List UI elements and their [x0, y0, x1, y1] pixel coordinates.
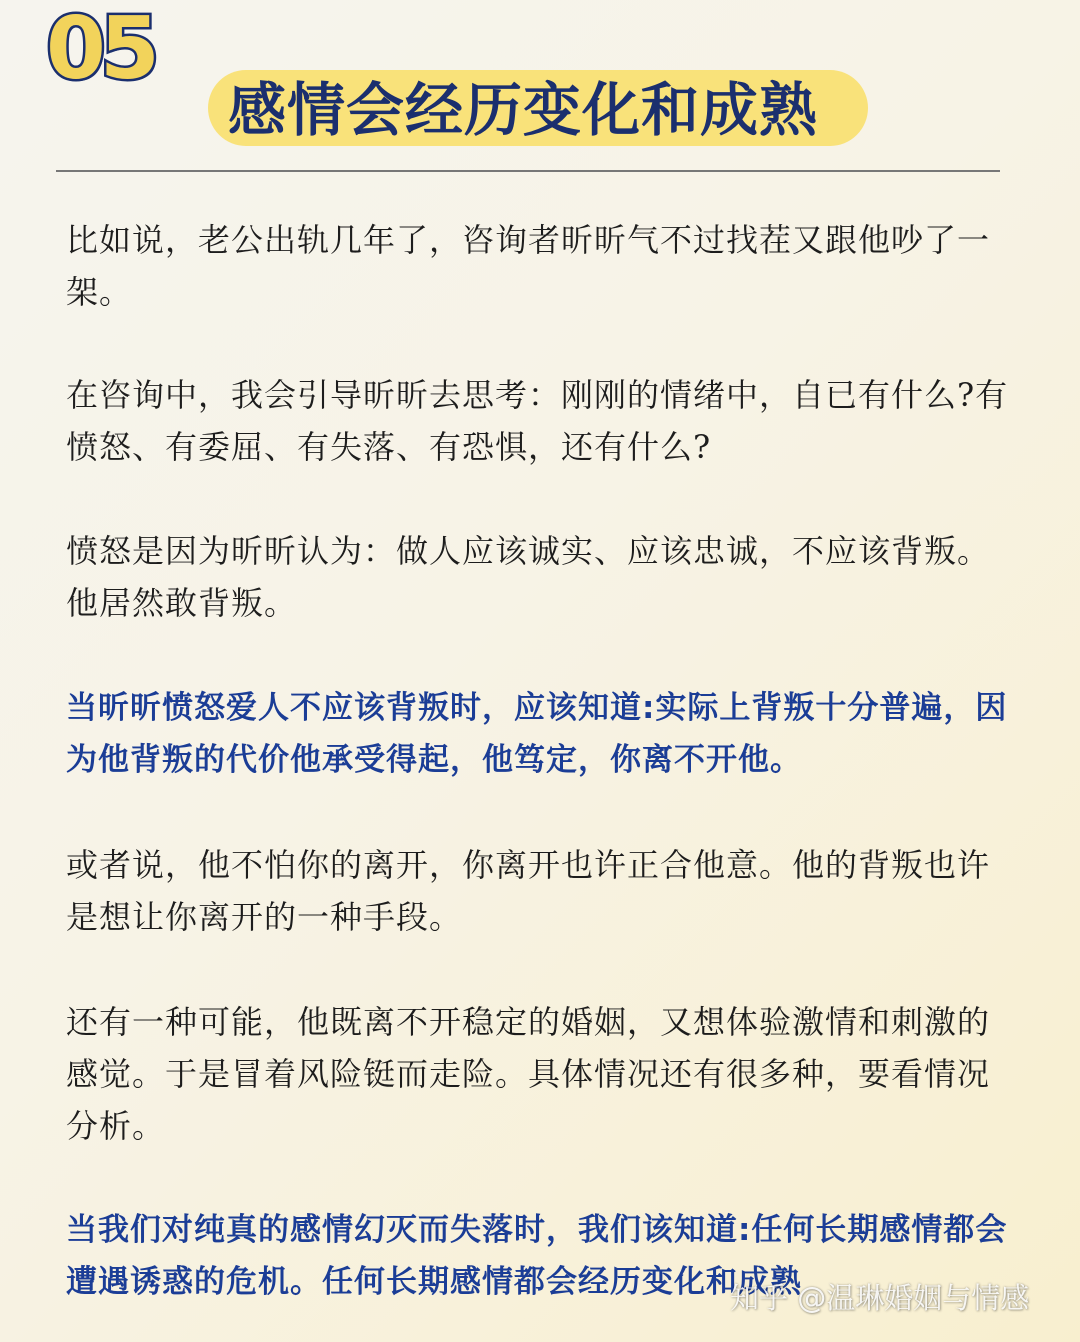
paragraph-5: 还有一种可能，他既离不开稳定的婚姻，又想体验激情和刺激的感觉。于是冒着风险铤而走险。具体情况还有很多种，要看情况分析。 — [66, 1003, 991, 1145]
paragraph-4: 或者说，他不怕你的离开，你离开也许正合他意。他的背叛也许是想让你离开的一种手段。 — [66, 846, 991, 936]
watermark: 知乎 @温琳婚姻与情感 — [730, 1281, 1030, 1315]
section-title: 感情会经历变化和成熟 — [228, 76, 819, 144]
paragraph-1: 比如说，老公出轨几年了，咨询者昕昕气不过找茬又跟他吵了一架。 — [66, 221, 991, 311]
highlight-paragraph-1: 当昕昕愤怒爱人不应该背叛时，应该知道:实际上背叛十分普遍，因为他背叛的代价他承受得起，他笃定，你离不开他。 — [66, 690, 1008, 778]
paragraph-2: 在咨询中，我会引导昕昕去思考：刚刚的情绪中，自已有什么?有愤怒、有委屈、有失落、有恐惧，还有什么? — [66, 376, 1009, 466]
section-number: 05 — [46, 0, 154, 99]
paragraph-3: 愤怒是因为昕昕认为：做人应该诚实、应该忠诚，不应该背叛。他居然敢背叛。 — [66, 532, 991, 622]
title-divider — [56, 170, 1000, 172]
highlight-paragraph-2: 当我们对纯真的感情幻灭而失落时，我们该知道:任何长期感情都会遭遇诱惑的危机。任何长期感情都会经历变化和成熟 — [66, 1212, 1008, 1300]
